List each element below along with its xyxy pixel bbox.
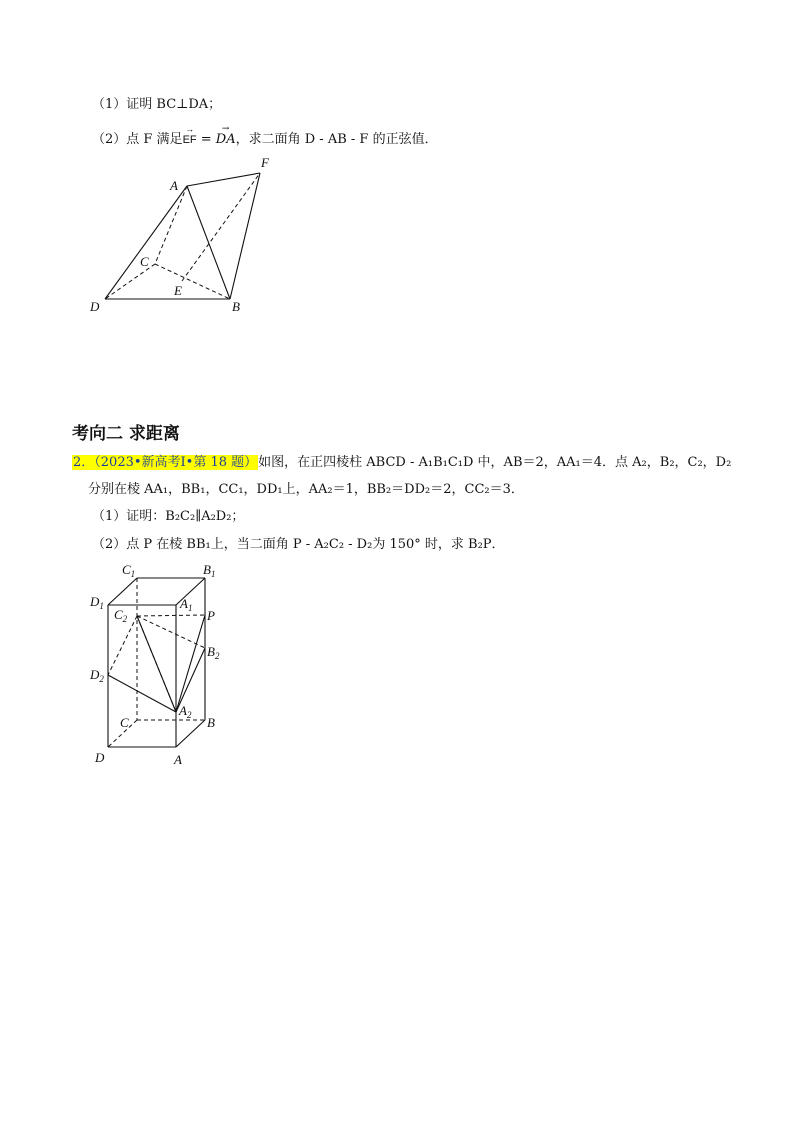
figure-tetrahedron [0,0,794,330]
problem1-part2-suffix: ，求二面角 D - AB - F 的正弦值． [235,132,438,147]
edge-a-b [176,720,205,747]
label-D2: $D_2$ [90,667,104,684]
problem1-part1: （1）证明 BC⊥DA； [92,97,222,112]
label-E: E [174,283,182,298]
problem2-source-tag: 2．（2023•新高考Ⅰ•第 18 题） [73,455,258,470]
vector-da: → DA [216,131,236,149]
label-A2: $A_2$ [179,703,192,720]
edge-ac-dashed [155,186,187,264]
figure-prism [0,555,794,795]
label-B1: $B_1$ [203,562,216,579]
seg-d2-a2 [108,675,176,712]
edge-c1-d1 [108,578,137,605]
label-A: A [174,752,182,767]
label-D: D [90,299,100,314]
label-C: C [140,254,149,269]
label-C2: $C_2$ [114,607,128,624]
label-A1: $A_1$ [180,596,193,613]
equals-sign: = [196,132,216,147]
problem2-stem-text1: 如图，在正四棱柱 ABCD - A₁B₁C₁D 中，AB＝2，AA₁＝4．点 A₂，B₂，C₂，D₂ [258,455,732,470]
problem1-part2-prefix: （2）点 F 满足 [92,132,183,147]
edge-af [187,173,260,186]
label-B: B [232,299,240,314]
edge-cd-dashed [105,264,155,299]
edge-ef-dashed [182,173,260,281]
label-A: A [170,178,178,193]
problem2-part1: （1）证明：B₂C₂∥A₂D₂； [92,509,245,524]
section-heading: 考向二 求距离 [72,424,180,444]
label-D1: $D_1$ [90,594,104,611]
problem2-part2: （2）点 P 在棱 BB₁上，当二面角 P - A₂C₂ - D₂为 150° 时，求 B₂P． [92,537,505,552]
label-C: C [120,715,129,730]
seg-c2-d2-dashed [108,616,137,675]
label-D: D [95,750,105,765]
problem2-stem-line2: 分别在棱 AA₁，BB₁，CC₁，DD₁上，AA₂＝1，BB₂＝DD₂＝2，CC₂＝3． [88,482,524,497]
label-P: P [207,608,215,623]
seg-c2-p-dashed [137,615,205,616]
label-C1: $C_1$ [122,562,136,579]
vector-ef: → EF [183,131,197,149]
label-B2: $B_2$ [207,644,220,661]
problem2-stem-line1 [72,454,731,472]
edge-fb [230,173,260,299]
label-F: F [261,155,269,170]
seg-a2-p [176,615,205,712]
label-B: B [207,715,215,730]
seg-c2-b2-dashed [137,616,205,648]
